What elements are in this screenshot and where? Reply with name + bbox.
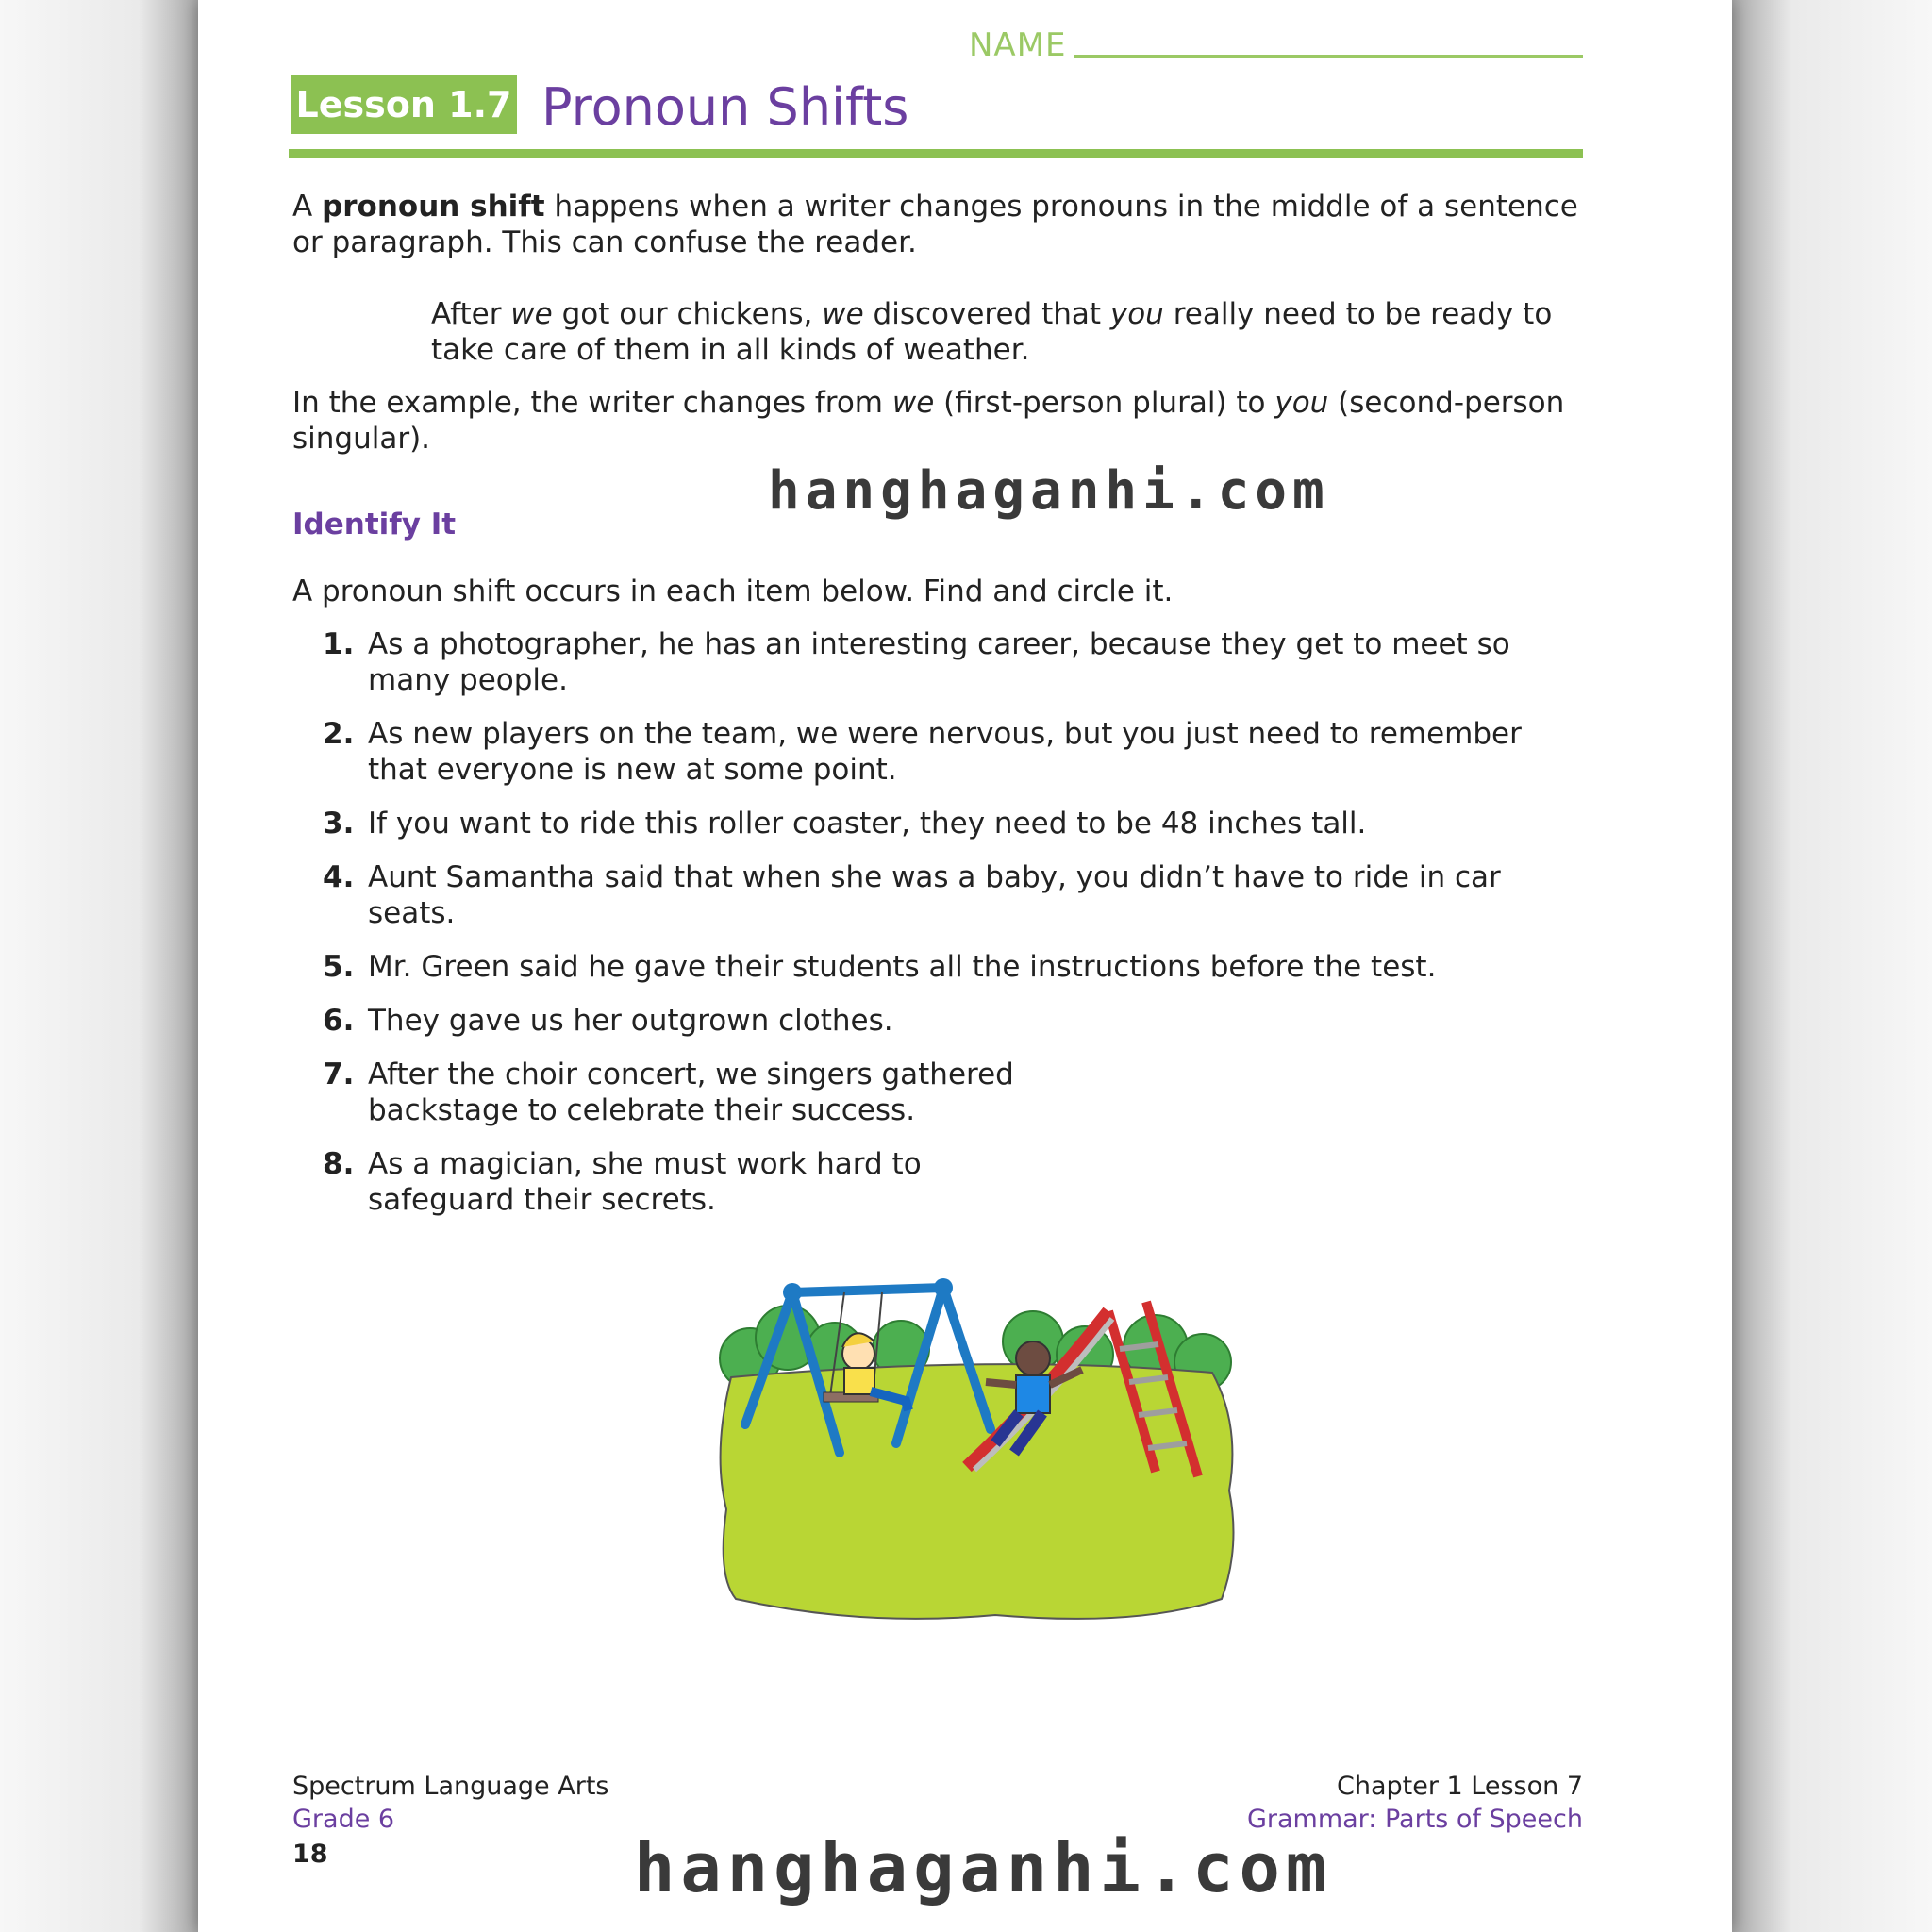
example-sentence: After we got our chickens, we discovered that you really need to be ready to take care of them in all kinds of weather. [431, 297, 1553, 367]
right-background [1732, 0, 1932, 1932]
name-label: NAME [969, 26, 1067, 64]
intro-paragraph: A pronoun shift happens when a writer changes pronouns in the middle of a sentence or paragraph. This can confuse the reader. [292, 190, 1578, 259]
list-item: 4. Aunt Samantha said that when she was a baby, you didn’t have to ride in car seats. [323, 860, 1501, 930]
playground-illustration [712, 1264, 1250, 1641]
footer-topic: Grammar: Parts of Speech [1246, 1805, 1583, 1834]
instructions: A pronoun shift occurs in each item below. Find and circle it. [292, 575, 1174, 608]
name-line [1074, 55, 1583, 58]
lesson-title: Pronoun Shifts [541, 77, 909, 137]
watermark-bottom: hanghaganhi.com [634, 1828, 1333, 1907]
list-item: 8. As a magician, she must work hard to safeguard their secrets. [323, 1147, 922, 1217]
title-rule [289, 149, 1583, 158]
term-pronoun-shift: pronoun shift [322, 190, 545, 224]
watermark-top: hanghaganhi.com [768, 460, 1330, 522]
list-item: 3. If you want to ride this roller coaster, they need to be 48 inches tall. [323, 807, 1367, 841]
list-item: 7. After the choir concert, we singers gathered backstage to celebrate their success. [323, 1058, 1014, 1127]
list-item: 1. As a photographer, he has an interesting career, because they get to meet so many people. [323, 627, 1510, 697]
list-item: 6. They gave us her outgrown clothes. [323, 1004, 893, 1038]
list-item: 5. Mr. Green said he gave their students all the instructions before the test. [323, 950, 1437, 984]
left-background [0, 0, 198, 1932]
section-heading: Identify It [292, 508, 457, 541]
lesson-badge: Lesson 1.7 [291, 75, 517, 134]
footer-grade: Grade 6 [292, 1805, 395, 1834]
page-number: 18 [292, 1840, 328, 1869]
footer-chapter: Chapter 1 Lesson 7 [1337, 1772, 1583, 1801]
explanation-paragraph: In the example, the writer changes from we (first-person plural) to you (second-person singular). [292, 386, 1565, 456]
footer-book-title: Spectrum Language Arts [292, 1772, 609, 1801]
list-item: 2. As new players on the team, we were nervous, but you just need to remember that everyone is new at some point. [323, 717, 1522, 787]
worksheet-page [198, 0, 1732, 1932]
exercise-list [323, 626, 1549, 1236]
